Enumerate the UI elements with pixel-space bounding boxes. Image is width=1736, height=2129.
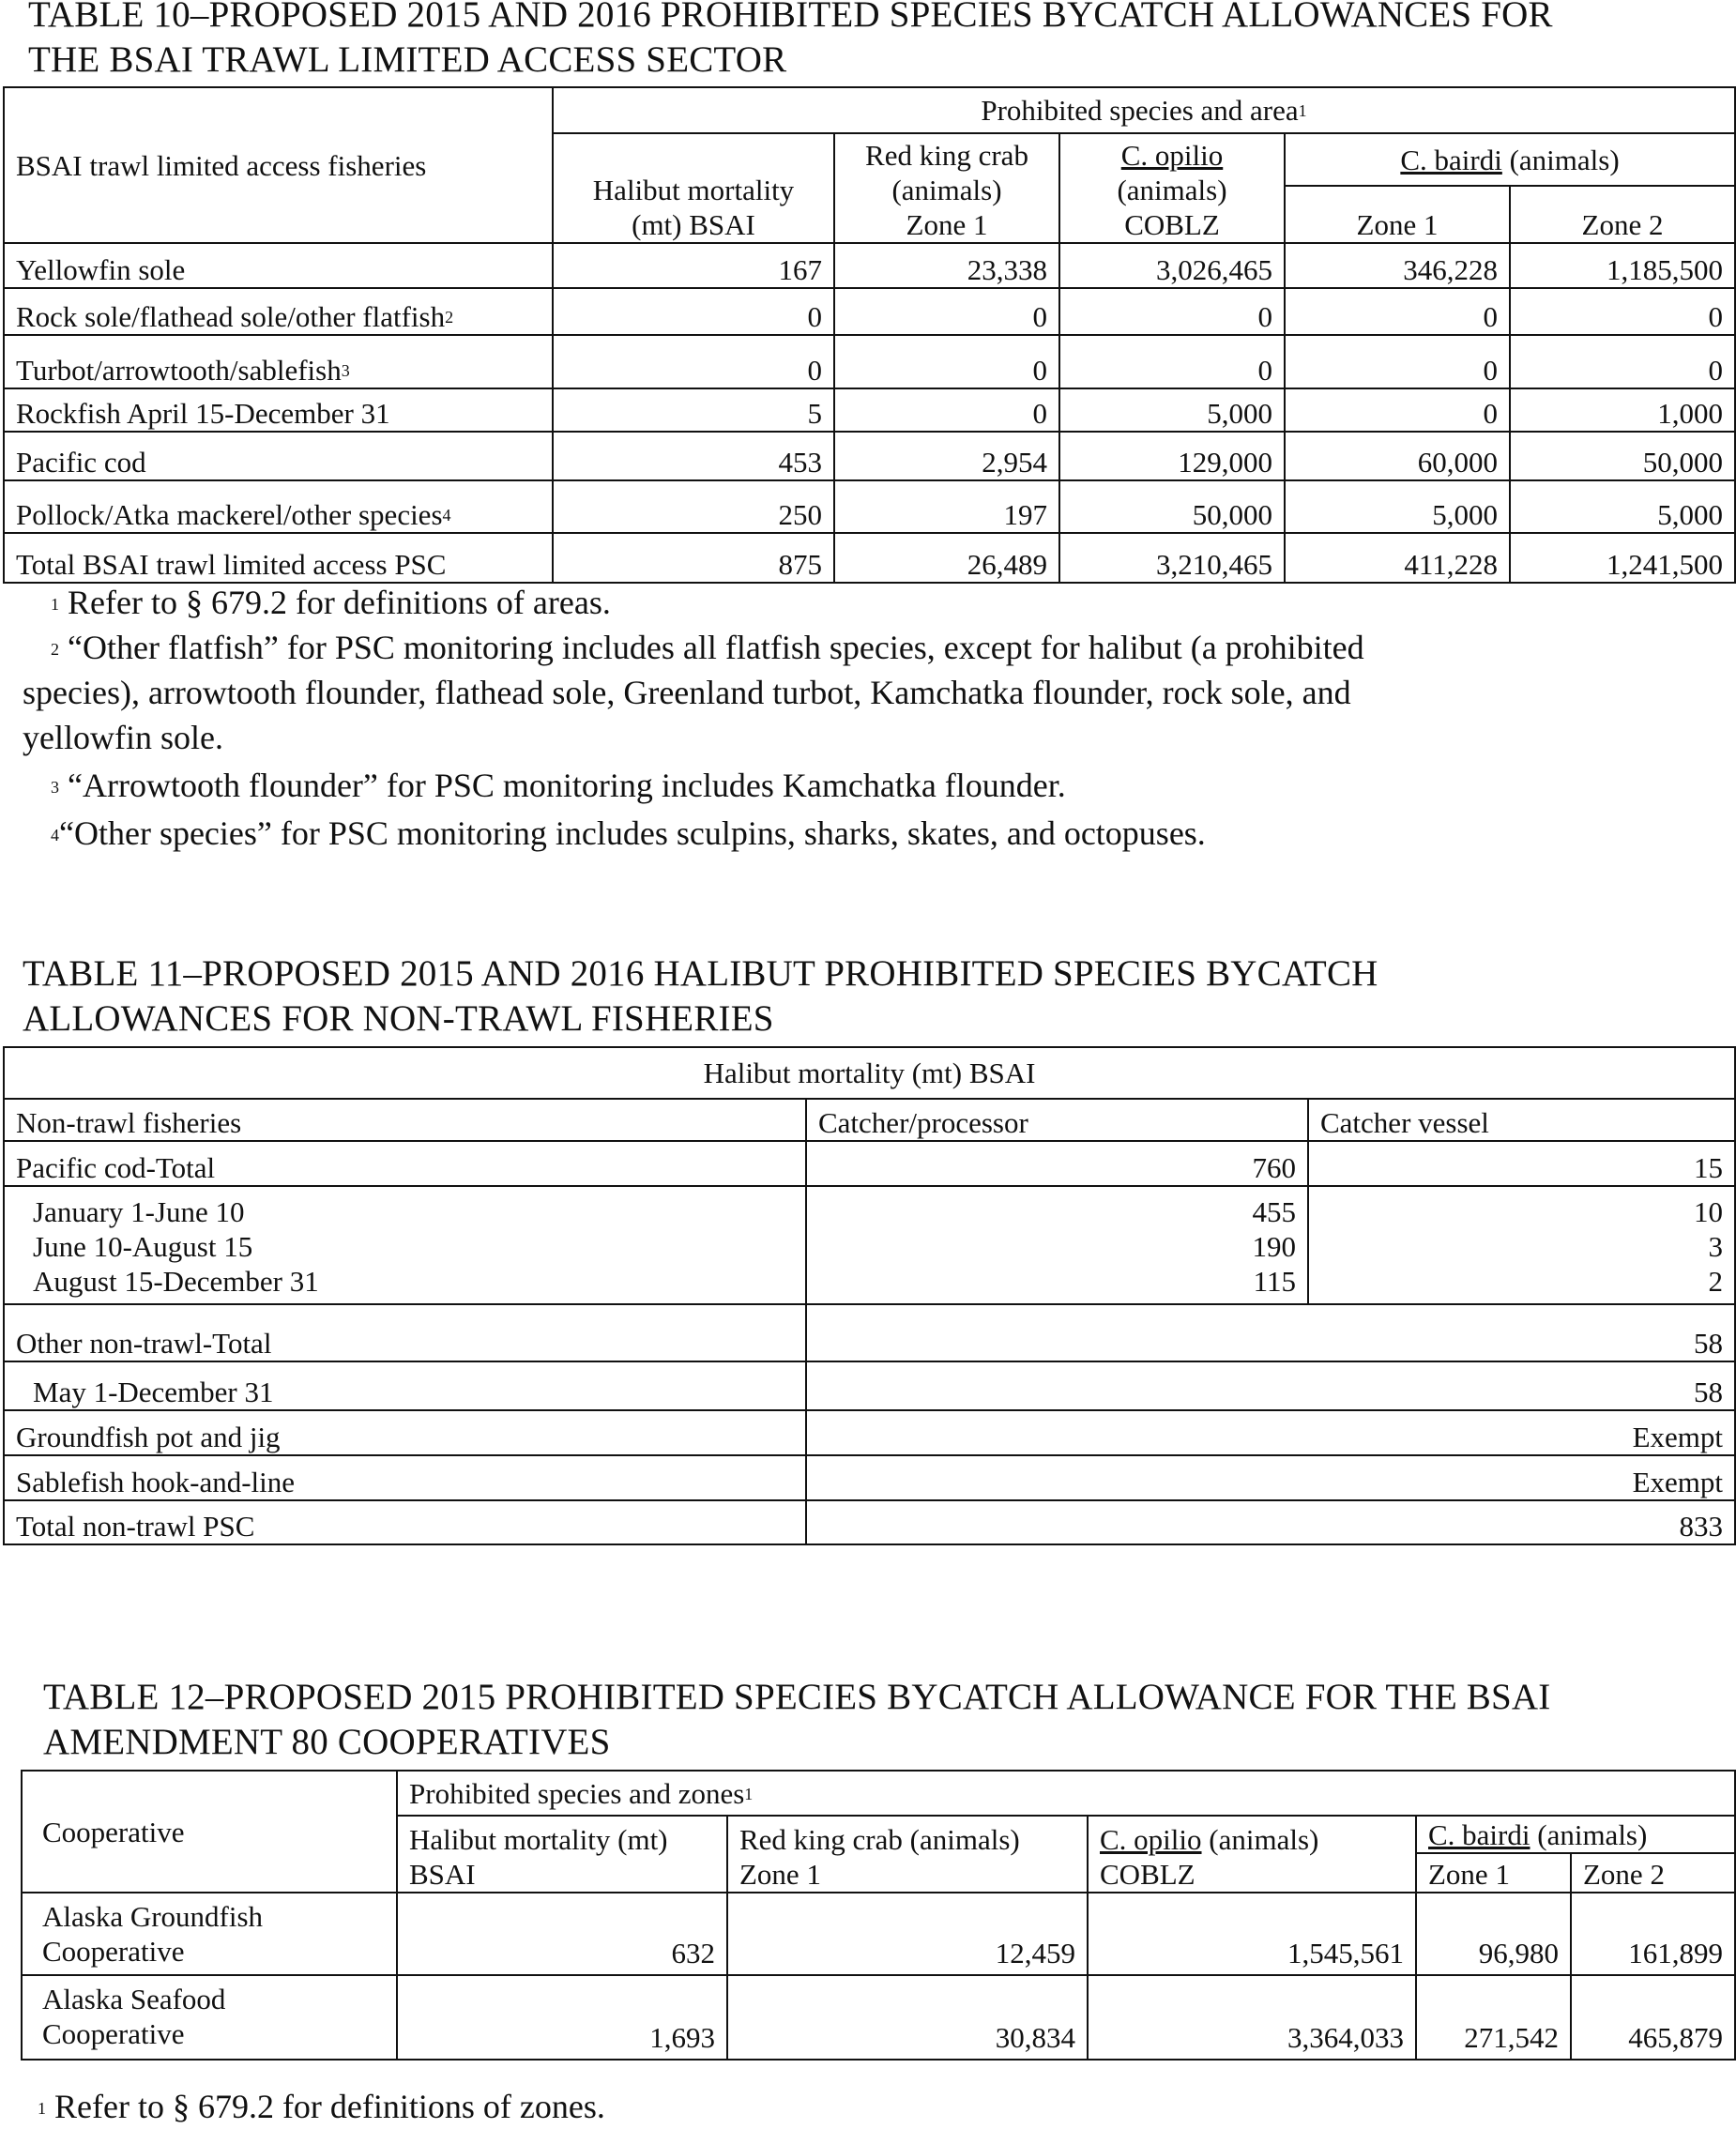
- row-label-line: Cooperative: [42, 1935, 185, 1968]
- cell-halibut: 250: [553, 480, 834, 533]
- table12-header-opilio: [1088, 1816, 1416, 1893]
- footnote-line: [23, 580, 1364, 625]
- footnote-text: yellowfin sole.: [23, 719, 223, 756]
- table12-header-rkc: [727, 1816, 1088, 1893]
- row-label-line: Alaska Groundfish: [42, 1900, 264, 1933]
- footnote-line: [23, 715, 1364, 760]
- table12-header-coop: Cooperative: [22, 1771, 397, 1893]
- row-label: Pacific cod-Total: [4, 1141, 806, 1186]
- footnote-ref: 1: [1298, 101, 1307, 120]
- table12-title-line2: AMENDMENT 80 COOPERATIVES: [43, 1722, 611, 1762]
- row-label: [4, 480, 553, 533]
- table-row: [22, 1975, 1735, 2060]
- season-label: June 10-August 15: [33, 1230, 253, 1263]
- footnote-text: “Other flatfish” for PSC monitoring includes all flatfish species, except for halibut (a prohibited: [59, 629, 1364, 666]
- cell-rkc: 26,489: [834, 533, 1059, 583]
- header-text: C. bairdi: [1400, 143, 1502, 176]
- footnote-text: Refer to § 679.2 for definitions of areas.: [59, 584, 611, 621]
- table10-header-group: [553, 87, 1735, 133]
- footnote-line: [23, 811, 1364, 856]
- table10-header-opilio: [1059, 133, 1285, 243]
- cell-z1: 5,000: [1285, 480, 1510, 533]
- cell-value: Exempt: [806, 1455, 1735, 1500]
- cell-rkc: 2,954: [834, 432, 1059, 480]
- cell-rkc: 30,834: [727, 1975, 1088, 2060]
- table12-title-line1: TABLE 12–PROPOSED 2015 PROHIBITED SPECIES BYCATCH ALLOWANCE FOR THE BSAI: [43, 1677, 1551, 1717]
- cell-halibut: 5: [553, 388, 834, 432]
- cell-z2: 50,000: [1510, 432, 1735, 480]
- row-label: [4, 432, 553, 480]
- row-label: [4, 533, 553, 583]
- table12-header-zone1: Zone 1: [1416, 1853, 1571, 1893]
- cell-rkc: 197: [834, 480, 1059, 533]
- footnote-number: 2: [51, 640, 59, 659]
- cell-cv: 15: [1308, 1141, 1735, 1186]
- table10-header-zone1: Zone 1: [1285, 186, 1510, 243]
- table12-footnote: [38, 2084, 605, 2129]
- header-line: COBLZ: [1124, 208, 1220, 241]
- cell-z2: 1,000: [1510, 388, 1735, 432]
- cell-value: 833: [806, 1500, 1735, 1544]
- cell-halibut: 1,693: [397, 1975, 727, 2060]
- cell-halibut: 875: [553, 533, 834, 583]
- cell-opilio: 0: [1059, 288, 1285, 335]
- cell-cp: 760: [806, 1141, 1308, 1186]
- cell-z1: 60,000: [1285, 432, 1510, 480]
- cell-value: 58: [806, 1304, 1735, 1361]
- table12-header-halibut: [397, 1816, 727, 1893]
- table11-title-line1: TABLE 11–PROPOSED 2015 AND 2016 HALIBUT PROHIBITED SPECIES BYCATCH: [23, 953, 1378, 994]
- table11-title: [23, 951, 1378, 1042]
- season-label: August 15-December 31: [33, 1265, 319, 1298]
- cell-z1: 346,228: [1285, 243, 1510, 288]
- cell-z1: 411,228: [1285, 533, 1510, 583]
- cell-opilio: 0: [1059, 335, 1285, 388]
- table10: [3, 86, 1736, 584]
- row-label-text: Pacific cod: [16, 446, 146, 479]
- row-label-text: Rock sole/flathead sole/other flatfish: [16, 300, 446, 333]
- header-line: Red king crab (animals): [739, 1823, 1020, 1856]
- cell-opilio: 1,545,561: [1088, 1893, 1416, 1975]
- table10-header-rkc: [834, 133, 1059, 243]
- row-label-text: Rockfish April 15-December 31: [16, 397, 390, 430]
- cell-rkc: 0: [834, 288, 1059, 335]
- season-cv-values: [1308, 1186, 1735, 1304]
- row-label: [4, 288, 553, 335]
- footnote-line: [23, 763, 1364, 808]
- footnote-text: “Arrowtooth flounder” for PSC monitoring includes Kamchatka flounder.: [59, 767, 1066, 804]
- row-label: [4, 335, 553, 388]
- cell-halibut: 167: [553, 243, 834, 288]
- header-text: C. bairdi: [1428, 1817, 1530, 1851]
- table12: [21, 1770, 1736, 2061]
- cell-opilio: 3,026,465: [1059, 243, 1285, 288]
- table12-header-group-text: Prohibited species and zones: [409, 1776, 745, 1810]
- header-line: Zone 1: [906, 208, 988, 241]
- table-row: [4, 288, 1735, 335]
- footnote-ref: 2: [445, 308, 454, 327]
- table11-header-cv: Catcher vessel: [1308, 1099, 1735, 1141]
- cell-opilio: 50,000: [1059, 480, 1285, 533]
- footnote-line: [23, 670, 1364, 715]
- row-label-line: Alaska Seafood: [42, 1983, 226, 2015]
- table-row: [4, 1304, 1735, 1361]
- header-line: Red king crab: [865, 139, 1028, 172]
- table10-footnotes: [23, 580, 1364, 856]
- table-row: [4, 243, 1735, 288]
- cell-opilio: 129,000: [1059, 432, 1285, 480]
- table10-header-bairdi: [1285, 133, 1735, 186]
- footnote-number: 1: [51, 595, 59, 614]
- season-labels: [4, 1186, 806, 1304]
- header-line: (animals): [1117, 174, 1227, 206]
- table11-header-cp: Catcher/processor: [806, 1099, 1308, 1141]
- row-label: [22, 1893, 397, 1975]
- row-label-text: Total BSAI trawl limited access PSC: [16, 548, 447, 581]
- table10-header-group-text: Prohibited species and area: [981, 94, 1299, 127]
- header-line: (animals): [891, 174, 1002, 206]
- row-label: [4, 243, 553, 288]
- cell-z1: 0: [1285, 288, 1510, 335]
- cell-rkc: 23,338: [834, 243, 1059, 288]
- table-row: [4, 1410, 1735, 1455]
- cell-cp: 190: [1252, 1230, 1296, 1263]
- cell-z1: 0: [1285, 335, 1510, 388]
- header-text: (animals): [1201, 1823, 1319, 1856]
- table12-title: [43, 1675, 1550, 1765]
- header-line: Halibut mortality: [592, 174, 795, 206]
- table-row: [4, 480, 1735, 533]
- footnote-ref: 4: [442, 506, 451, 525]
- table-row: [4, 1455, 1735, 1500]
- row-label: Other non-trawl-Total: [4, 1304, 806, 1361]
- table-row: [4, 1186, 1735, 1304]
- table10-title-line1: TABLE 10–PROPOSED 2015 AND 2016 PROHIBITED SPECIES BYCATCH ALLOWANCES FOR: [28, 0, 1553, 35]
- cell-rkc: 0: [834, 388, 1059, 432]
- cell-rkc: 12,459: [727, 1893, 1088, 1975]
- cell-z2: 465,879: [1571, 1975, 1735, 2060]
- cell-cv: 3: [1708, 1230, 1724, 1263]
- cell-z1: 0: [1285, 388, 1510, 432]
- footnote-number: 3: [51, 778, 59, 797]
- table11-header-fisheries: Non-trawl fisheries: [4, 1099, 806, 1141]
- row-label: May 1-December 31: [4, 1361, 806, 1410]
- table-row: [4, 1361, 1735, 1410]
- cell-halibut: 453: [553, 432, 834, 480]
- cell-opilio: 3,364,033: [1088, 1975, 1416, 2060]
- table10-header-halibut: [553, 133, 834, 243]
- footnote-text: species), arrowtooth flounder, flathead sole, Greenland turbot, Kamchatka flounder, rock sole, and: [23, 674, 1351, 711]
- row-label-line: Cooperative: [42, 2017, 185, 2050]
- table12-header-zone2: Zone 2: [1571, 1853, 1735, 1893]
- table-row: [4, 388, 1735, 432]
- table-row: [4, 1141, 1735, 1186]
- cell-z1: 96,980: [1416, 1893, 1571, 1975]
- table-row: [4, 432, 1735, 480]
- cell-z2: 1,185,500: [1510, 243, 1735, 288]
- table11-title-line2: ALLOWANCES FOR NON-TRAWL FISHERIES: [23, 998, 774, 1039]
- header-line: C. opilio: [1120, 139, 1224, 172]
- footnote-number: 1: [38, 2099, 46, 2118]
- table11-header-top: Halibut mortality (mt) BSAI: [4, 1047, 1735, 1099]
- cell-rkc: 0: [834, 335, 1059, 388]
- table-row: [22, 1893, 1735, 1975]
- cell-cp: 115: [1253, 1265, 1296, 1298]
- cell-z2: 0: [1510, 335, 1735, 388]
- header-text: (animals): [1501, 143, 1620, 176]
- header-line: (mt) BSAI: [632, 208, 755, 241]
- table-row: [4, 335, 1735, 388]
- header-text: (animals): [1530, 1817, 1648, 1851]
- table10-title: [28, 0, 1553, 83]
- cell-cv: 2: [1708, 1265, 1724, 1298]
- cell-cv: 10: [1694, 1195, 1724, 1228]
- header-line: Zone 1: [739, 1858, 821, 1891]
- table-row: [4, 1500, 1735, 1544]
- row-label-text: Turbot/arrowtooth/sablefish: [16, 354, 342, 387]
- row-label-text: Pollock/Atka mackerel/other species: [16, 498, 443, 531]
- table10-header-zone2: Zone 2: [1510, 186, 1735, 243]
- footnote-text: “Other species” for PSC monitoring includes sculpins, sharks, skates, and octopuses.: [59, 814, 1206, 852]
- footnote-line: [23, 625, 1364, 670]
- cell-z2: 1,241,500: [1510, 533, 1735, 583]
- table10-title-line2: THE BSAI TRAWL LIMITED ACCESS SECTOR: [28, 39, 787, 80]
- header-text: C. opilio: [1100, 1823, 1202, 1856]
- cell-value: Exempt: [806, 1410, 1735, 1455]
- season-label: January 1-June 10: [33, 1195, 245, 1228]
- cell-halibut: 0: [553, 288, 834, 335]
- cell-z1: 271,542: [1416, 1975, 1571, 2060]
- table12-header-group: [397, 1771, 1735, 1816]
- footnote-number: 4: [51, 826, 59, 844]
- footnote-ref: 1: [744, 1784, 754, 1803]
- row-label-text: Yellowfin sole: [16, 253, 186, 286]
- header-line: [1100, 1822, 1404, 1857]
- table-row: [4, 533, 1735, 583]
- header-line: BSAI: [409, 1858, 476, 1891]
- row-label: [22, 1975, 397, 2060]
- cell-value: 58: [806, 1361, 1735, 1410]
- row-label: Total non-trawl PSC: [4, 1500, 806, 1544]
- header-line: Halibut mortality (mt): [409, 1823, 668, 1856]
- row-label: [4, 388, 553, 432]
- cell-z2: 161,899: [1571, 1893, 1735, 1975]
- cell-opilio: 5,000: [1059, 388, 1285, 432]
- cell-z2: 0: [1510, 288, 1735, 335]
- table11: [3, 1046, 1736, 1545]
- table10-header-fisheries: BSAI trawl limited access fisheries: [4, 87, 553, 243]
- cell-z2: 5,000: [1510, 480, 1735, 533]
- footnote-ref: 3: [341, 361, 350, 380]
- cell-opilio: 3,210,465: [1059, 533, 1285, 583]
- season-cp-values: [806, 1186, 1308, 1304]
- table12-header-bairdi: [1416, 1816, 1735, 1853]
- cell-halibut: 0: [553, 335, 834, 388]
- cell-halibut: 632: [397, 1893, 727, 1975]
- row-label: Sablefish hook-and-line: [4, 1455, 806, 1500]
- row-label: Groundfish pot and jig: [4, 1410, 806, 1455]
- header-line: COBLZ: [1100, 1858, 1195, 1891]
- cell-cp: 455: [1252, 1195, 1296, 1228]
- footnote-text: Refer to § 679.2 for definitions of zones.: [46, 2088, 605, 2125]
